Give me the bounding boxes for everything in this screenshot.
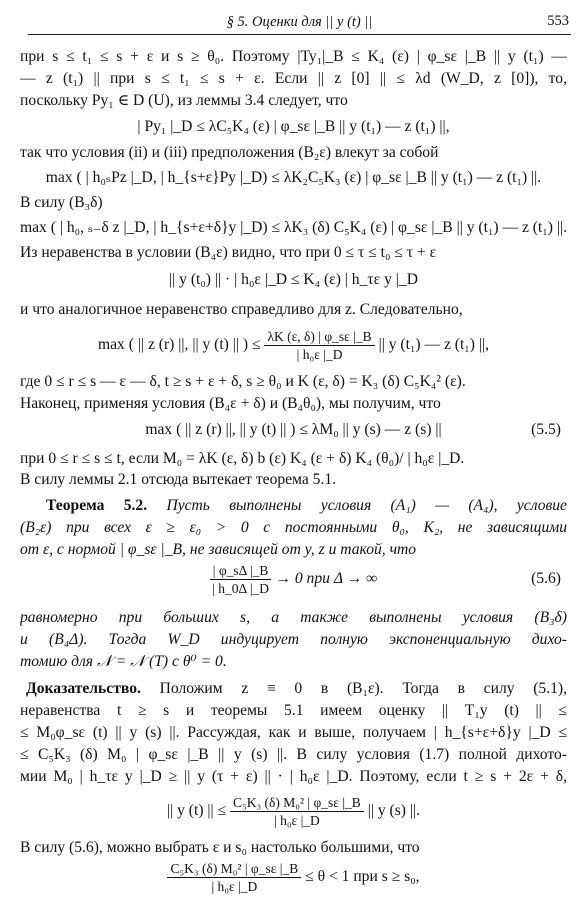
display-formula: max ( || z (r) ||, || y (t) || ) ≤ λM₀ || y (s) — z (s) || [145,421,442,438]
fraction-numerator: | φ_sΔ |_B [210,562,272,580]
theorem-first-line [46,496,567,516]
fraction-denominator: | h_0Δ |_D [212,580,270,596]
fraction-numerator: C₅K₃ (δ) M₀² | φ_sε |_B [230,794,364,812]
page-number: 553 [547,13,569,29]
formula-part: || y (s) ||. [367,802,421,819]
theorem-text: Пусть выполнены условия (A₁) — (A₄), условие [166,497,567,514]
display-formula: max ( | h₀ₛPz |_D, | h_{s+ε}Py |_D) ≤ λK₂C₅K₃ (ε) | φ_sε |_B || y (t₁) — z (t₁) ||. [45,169,542,186]
theorem-line: равномерно при больших s, а также выполнены условия (B₃δ) [20,609,567,626]
display-formula [20,858,567,898]
text-line: неравенства t ≥ s и теоремы 5.1 имеем оценку || T₁y (t) || ≤ [20,702,567,719]
text-line: поскольку Py₁ ∈ D (U), из леммы 3.4 следует, что [20,92,348,109]
text-line: В силу (5.6), можно выбрать ε и s₀ настолько большими, что [20,839,420,856]
text-line: ≤ C₅K₃ (δ) M₀ | φ_sε |_B || y (s) ||. В силу условия (1.7) полной дихото- [20,746,567,763]
text-line: Наконец, применяя условия (B₄ε + δ) и (B₄θ₀), мы получим, что [20,395,441,412]
text-line: В силу леммы 2.1 отсюда вытекает теорема 5.1. [20,471,337,488]
formula-part: → 0 при Δ → ∞ [275,570,378,587]
display-formula [20,560,567,600]
theorem-label: Теорема 5.2. [46,497,148,514]
fraction-numerator: λK (ε, δ) | φ_sε |_B [264,328,374,346]
fraction [264,328,374,363]
display-formula: max ( | h₀, ₛ₋δ z |_D, | h_{s+ε+δ}y |_D) ≤ λK₃ (δ) C₅K₄ (ε) | φ_sε |_B || y (t₁) — z (t₁) ||. [20,219,567,236]
text-line: ≤ M₀φ_sε (t) || y (s) ||. Рассуждая, как и выше, получаем | h_{s+ε+δ}y |_D ≤ [20,724,567,741]
fraction-denominator: | h₀ε |_D [296,346,343,362]
proof-first-line [26,679,567,699]
formula-part: || y (t) || ≤ [166,802,227,819]
text-line: где 0 ≤ r ≤ s — ε — δ, t ≥ s + ε + δ, s ≥ θ₀ и K (ε, δ) = K₃ (δ) C₅K₄² (ε). [20,373,466,390]
fraction [230,794,364,829]
text-line: и что аналогичное неравенство справедливо для z. Следовательно, [20,301,463,318]
proof-label: Доказательство. [26,680,141,697]
equation-number: (5.6) [531,570,561,587]
text-line: при 0 ≤ r ≤ s ≤ t, если M₀ = λK (ε, δ) b (ε) K₄ (ε + δ) K₄ (θ₀)/ | h₀ε |_D. [20,450,465,467]
fraction-numerator: C₅K₃ (δ) M₀² | φ_sε |_B [167,860,301,878]
proof-text: Положим z ≡ 0 в (B₁ε). Тогда в силу (5.1), [159,680,567,697]
display-formula: | Py₁ |_D ≤ λC₅K₄ (ε) | φ_sε |_B || y (t₁) — z (t₁) ||, [137,118,450,135]
display-formula [20,792,567,832]
fraction [210,562,272,597]
text-line: — z (t₁) || при s ≤ t₁ ≤ s + ε. Если || z [0] || ≤ λd (W_D, z [0]), то, [20,70,567,87]
fraction-denominator: | h₀ε |_D [274,812,320,828]
display-formula [20,326,567,366]
formula-part: || y (t₁) — z (t₁) ||, [378,336,489,353]
header-title: § 5. Оценки для || y (t) || [226,14,373,30]
equation-number: (5.5) [531,421,561,438]
text-line: мии M₀ | h_τε y |_D ≥ || y (τ + ε) || · | h₀ε |_D. Поэтому, если t ≥ s + 2ε + δ, [20,768,567,785]
running-header [28,12,571,35]
fraction [167,860,301,895]
formula-part: ≤ θ < 1 при s ≥ s₀, [305,868,420,885]
text-line: при s ≤ t₁ ≤ s + ε и s ≥ θ₀. Поэтому |Ty₁|_B ≤ K₄ (ε) | φ_sε |_B || y (t₁) — [20,48,567,65]
text-line: В силу (B₃δ) [20,194,103,211]
display-formula: || y (t₀) || · | h₀ε |_D ≤ K₄ (ε) | h_τε y |_D [169,271,418,288]
text-line: Из неравенства в условии (B₄ε) видно, что при 0 ≤ τ ≤ t₀ ≤ τ + ε [20,244,437,261]
text-line: так что условия (ii) и (iii) предположения (B₂ε) влекут за собой [20,144,439,161]
formula-part: max ( || z (r) ||, || y (t) || ) ≤ [98,336,261,353]
theorem-line: (B₂ε) при всех ε ≥ ε₀ > 0 с постоянными θ₀, K₂, не зависящими [20,519,567,536]
theorem-line: и (B₄Δ). Тогда W_D индуцирует полную экспоненциальную дихо- [20,631,567,648]
theorem-line: от ε, с нормой | φ_sε |_B, не зависящей от y, z и такой, что [20,541,417,558]
fraction-denominator: | h₀ε |_D [211,878,258,894]
theorem-line: томию для 𝒩 = 𝒩 (T) с θ⁰ = 0. [20,653,227,670]
